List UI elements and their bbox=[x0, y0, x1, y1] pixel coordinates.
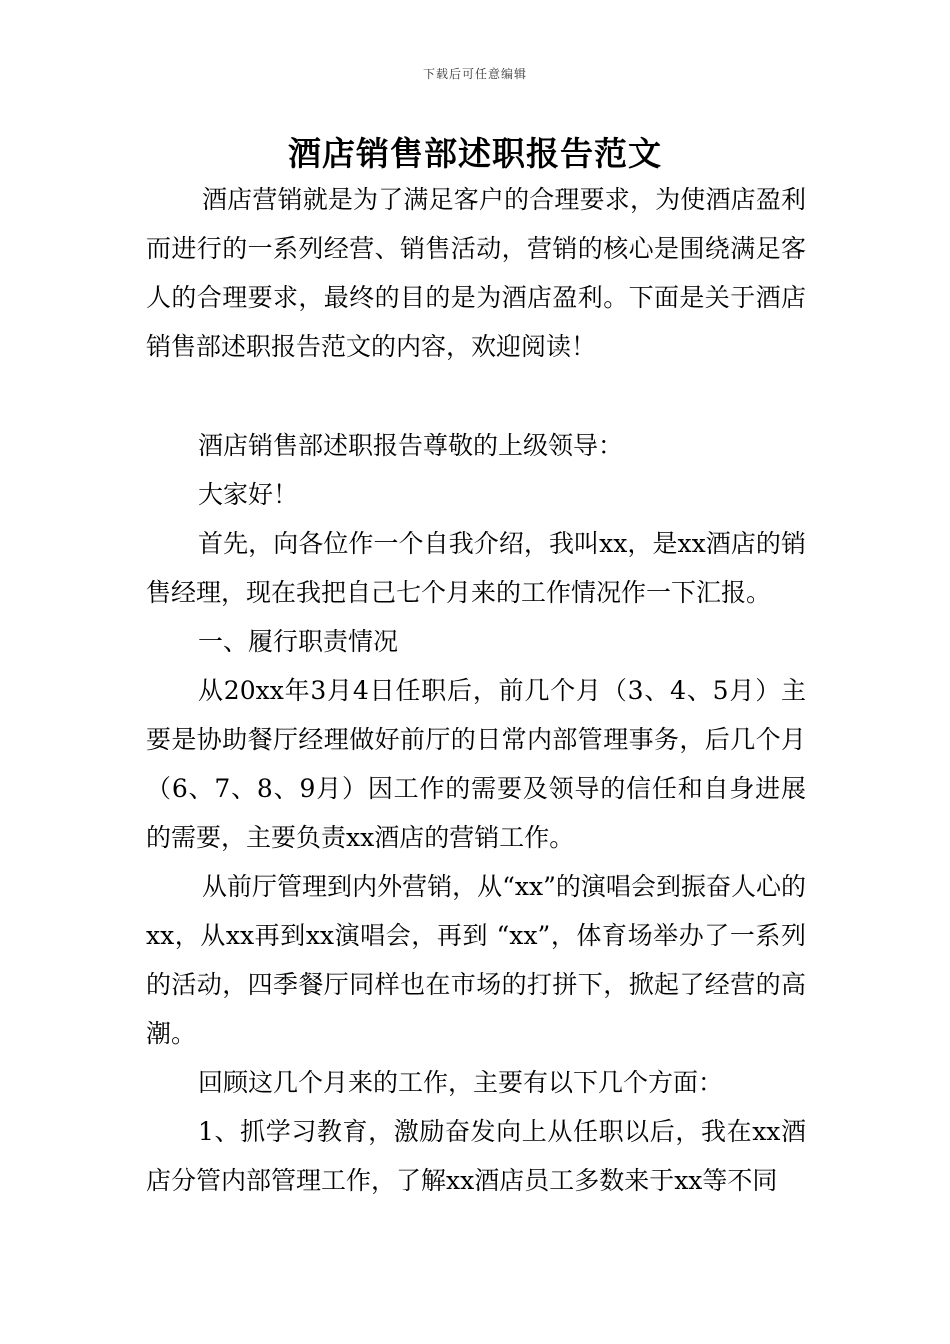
review-paragraph: 回顾这几个月来的工作，主要有以下几个方面： bbox=[198, 1068, 724, 1097]
document-body bbox=[146, 175, 806, 1205]
salutation-paragraph: 酒店销售部述职报告尊敬的上级领导： bbox=[198, 431, 624, 460]
marketing-paragraph: 从前厅管理到内外营销，从“xx”的演唱会到振奋人心的xx，从xx再到xx演唱会，再到 “xx”，体育场举办了一系列的活动，四季餐厅同样也在市场的打拼下，掀起了经营的高潮。 bbox=[146, 872, 806, 1048]
document-title: 酒店销售部述职报告范文 bbox=[288, 134, 662, 173]
section-heading-duties: 一、履行职责情况 bbox=[198, 627, 399, 656]
header-note: 下载后可任意编辑 bbox=[422, 67, 527, 81]
duties-paragraph: 从20xx年3月4日任职后，前几个月（3、4、5月）主要是协助餐厅经理做好前厅的日常内部管理事务，后几个月（6、7、8、9月）因工作的需要及领导的信任和自身进展的需要，主要负责xx酒店的营销工作。 bbox=[146, 676, 806, 852]
self-introduction-paragraph: 首先，向各位作一个自我介绍，我叫xx，是xx酒店的销售经理，现在我把自己七个月来的工作情况作一下汇报。 bbox=[146, 529, 806, 607]
item-1-paragraph: 1、抓学习教育，激励奋发向上从任职以后，我在xx酒店分管内部管理工作，了解xx酒店员工多数来于xx等不同 bbox=[146, 1117, 806, 1195]
greeting-paragraph: 大家好！ bbox=[198, 480, 299, 509]
intro-paragraph: 酒店营销就是为了满足客户的合理要求，为使酒店盈利而进行的一系列经营、销售活动，营销的核心是围绕满足客人的合理要求，最终的目的是为酒店盈利。下面是关于酒店销售部述职报告范文的内容，欢迎阅读！ bbox=[146, 185, 806, 361]
